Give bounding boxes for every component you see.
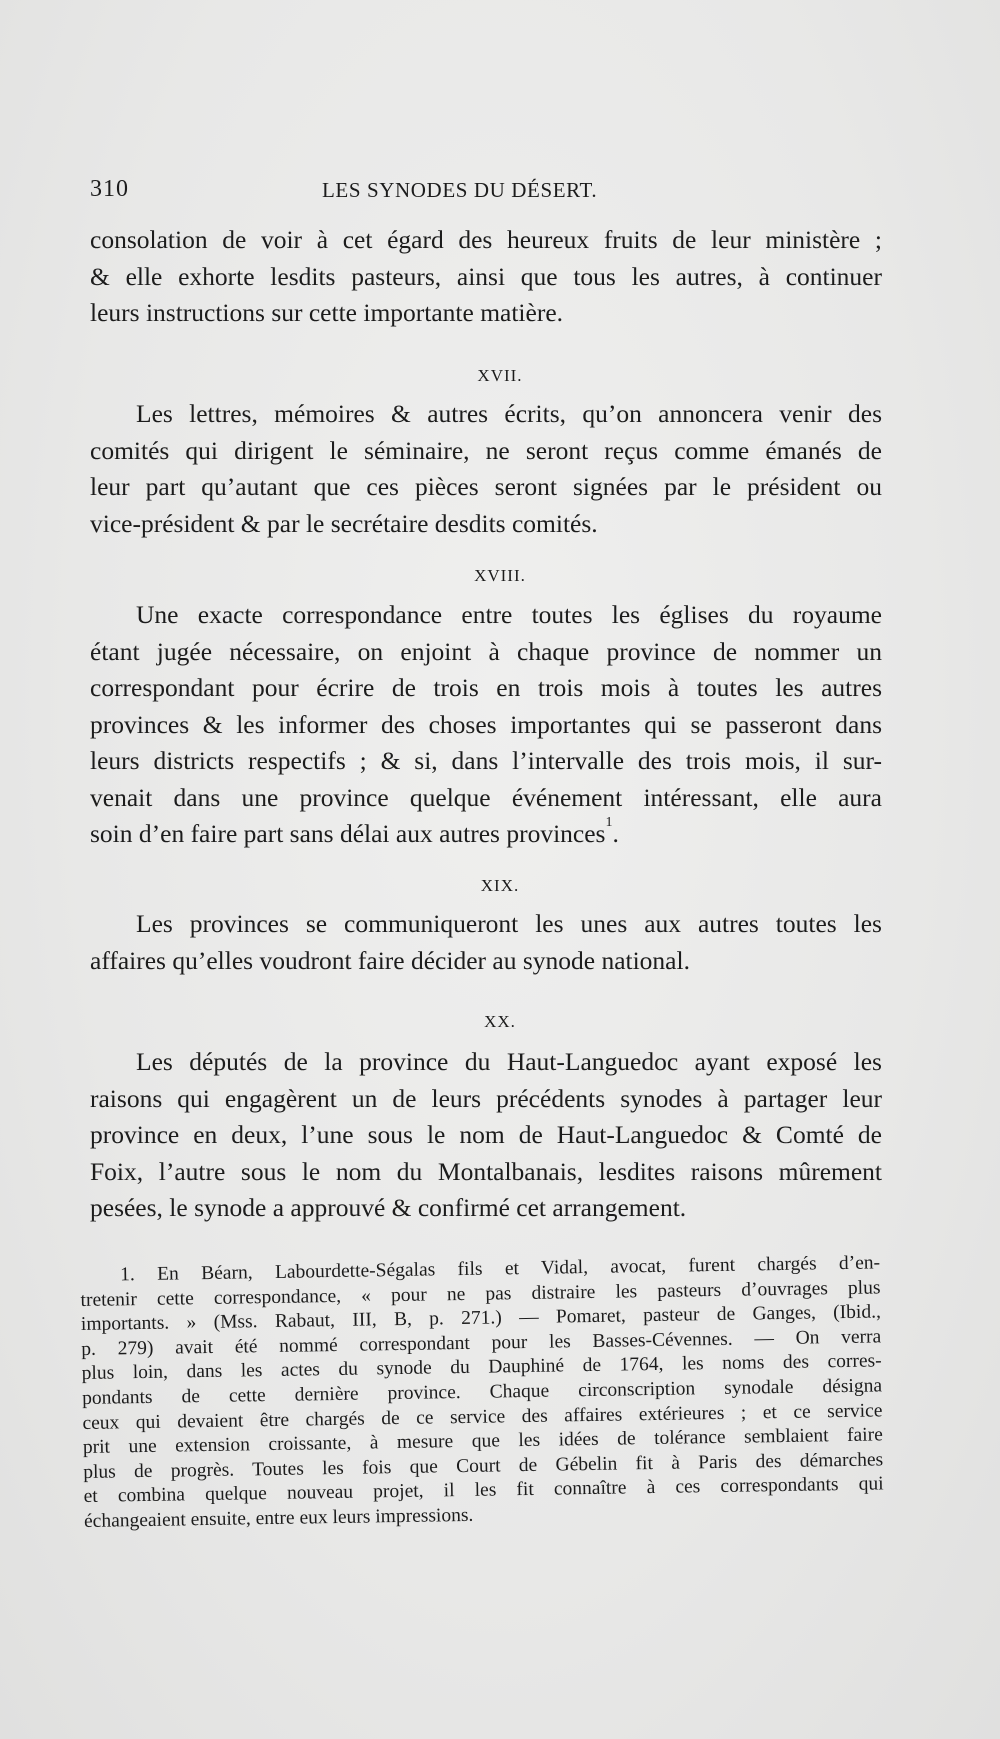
- footnote-line: ceux qui devaient être chargés de ce service des affaires extérieures ; et ce service: [82, 1399, 883, 1434]
- footnote-marker[interactable]: 1: [605, 815, 613, 830]
- text-line: Foix, l’autre sous le nom du Montalbanais, lesdites raisons mûrement: [90, 1156, 882, 1186]
- footnote-line: pondants de cette dernière province. Chaque circonscription synodale désigna: [81, 1375, 883, 1409]
- text-line: correspondant pour écrire de trois en trois mois à toutes les autres: [90, 673, 882, 702]
- footnote-line: importants. » (Mss. Rabaut, III, B, p. 271.) — Pomaret, pasteur de Ganges, (Ibid.,: [80, 1301, 882, 1336]
- footnote-line: et combina quelque nouveau projet, il les fit connaître à ces correspondants qui: [83, 1473, 884, 1508]
- text-line: venait dans une province quelque événement intéressant, elle aura: [90, 782, 882, 812]
- footnote-line: p. 279) avait été nommé correspondant pour les Basses-Cévennes. — On verra: [81, 1326, 882, 1360]
- section-heading-xvii: XVII.: [477, 366, 523, 385]
- text-line: raisons qui engagèrent un de leurs précédents synodes à partager leur: [90, 1083, 882, 1113]
- text-line-content: soin d’en faire part sans délai aux autres provinces: [90, 819, 606, 848]
- article-xvii: [90, 396, 882, 542]
- text-line: consolation de voir à cet égard des heureux fruits de leur ministère ;: [90, 225, 882, 254]
- text-line: Les députés de la province du Haut-Languedoc ayant exposé les: [136, 1047, 882, 1076]
- text-line: leur part qu’autant que ces pièces seront signées par le président ou: [90, 472, 882, 501]
- section-heading-xx: XX.: [484, 1012, 516, 1031]
- text-line: province en deux, l’une sous le nom de Haut-Languedoc & Comté de: [90, 1120, 882, 1149]
- sentence-end: .: [612, 819, 619, 848]
- footnote-line: plus de progrès. Toutes les fois que Court de Gébelin fit à Paris des démarches: [83, 1449, 884, 1483]
- page-number: 310: [90, 176, 129, 202]
- text-line: leurs instructions sur cette importante matière.: [90, 298, 564, 327]
- footnote-line: 1. En Béarn, Labourdette-Ségalas fils et Vidal, avocat, furent chargés d’en-: [120, 1252, 881, 1286]
- article-xix: [90, 906, 882, 979]
- section-heading-xix: XIX.: [480, 876, 520, 895]
- running-title: LES SYNODES DU DÉSERT.: [322, 178, 598, 202]
- text-line: [90, 816, 882, 853]
- text-line: leurs districts respectifs ; & si, dans l’intervalle des trois mois, il sur-: [90, 746, 882, 775]
- text-line: Une exacte correspondance entre toutes les églises du royaume: [136, 600, 882, 629]
- footnote-block: [80, 1251, 884, 1534]
- text-line: Les lettres, mémoires & autres écrits, qu’on annoncera venir des: [136, 399, 882, 428]
- page-header: [90, 176, 890, 206]
- footnote-line: prit une extension croissante, à mesure que les idées de tolérance semblaient faire: [82, 1424, 883, 1459]
- text-line: Les provinces se communiqueront les unes aux autres toutes les: [136, 909, 882, 938]
- footnote-line: plus loin, dans les actes du synode du Dauphiné de 1764, les noms des corres-: [81, 1350, 882, 1385]
- article-xviii: [90, 597, 882, 853]
- text-line: étant jugée nécessaire, on enjoint à chaque province de nommer un: [90, 636, 882, 666]
- section-heading-xviii: XVIII.: [474, 566, 526, 585]
- footnote-line: tretenir cette correspondance, « pour ne pas distraire les pasteurs d’ouvrages plus: [80, 1277, 881, 1311]
- text-line: comités qui dirigent le séminaire, ne seront reçus comme émanés de: [90, 435, 882, 465]
- text-line: provinces & les informer des choses importantes qui se passeront dans: [90, 709, 882, 739]
- article-xx: [90, 1044, 882, 1227]
- intro-paragraph: [90, 222, 882, 332]
- text-line: & elle exhorte lesdits pasteurs, ainsi que tous les autres, à continuer: [90, 261, 882, 291]
- text-line: pesées, le synode a approuvé & confirmé cet arrangement.: [90, 1193, 687, 1222]
- footnote-line: échangeaient ensuite, entre eux leurs impressions.: [83, 1504, 474, 1532]
- text-line: affaires qu’elles voudront faire décider au synode national.: [90, 945, 690, 975]
- text-line: vice-président & par le secrétaire desdits comités.: [90, 508, 598, 538]
